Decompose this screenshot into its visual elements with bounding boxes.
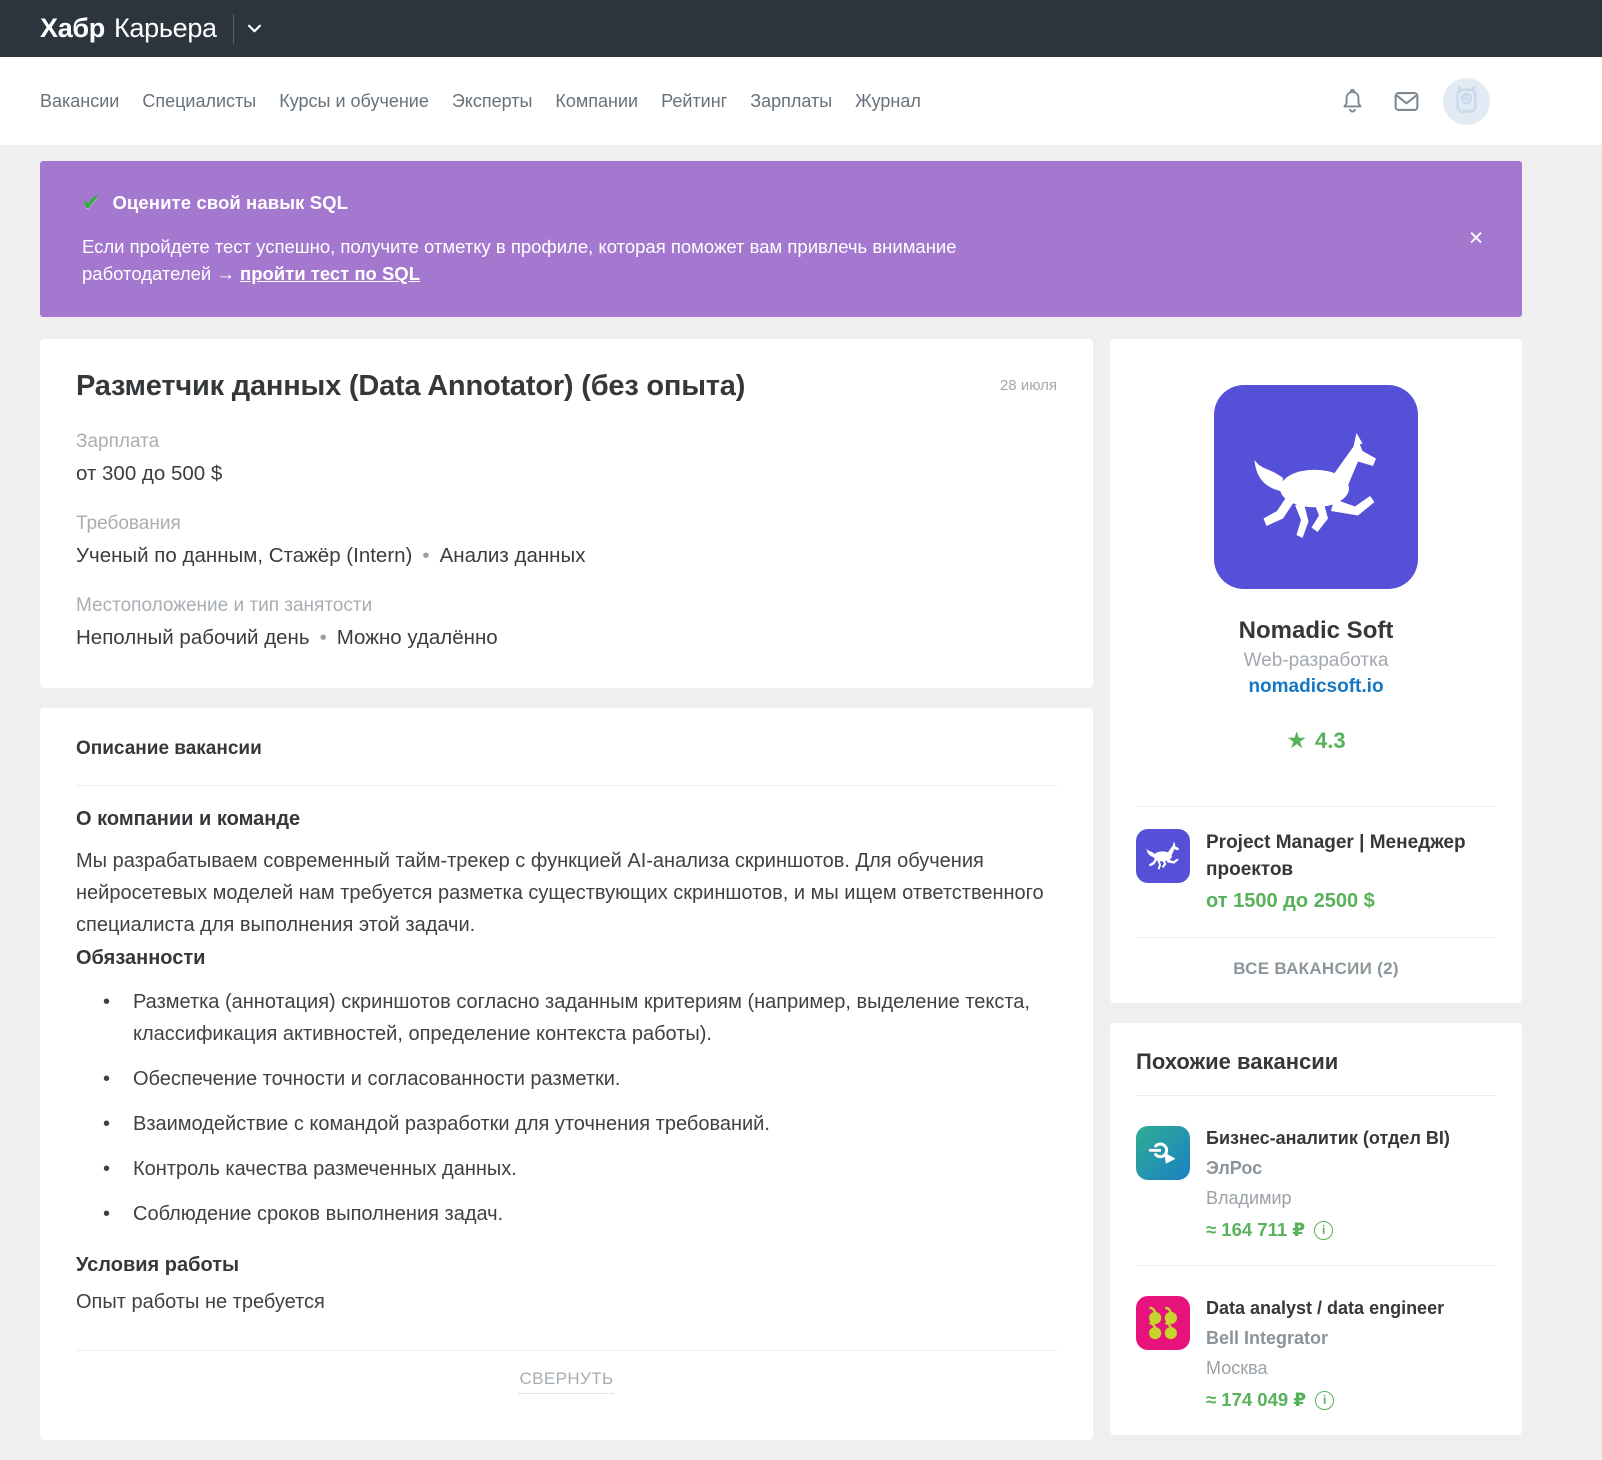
list-item — [76, 1198, 1057, 1230]
publish-date: 28 июля — [999, 377, 1057, 394]
mail-icon[interactable] — [1392, 87, 1421, 116]
company-category: Web-разработка — [1243, 650, 1389, 671]
about-company-heading: О компании и команде — [76, 807, 301, 830]
vacancy-title[interactable]: Project Manager | Менеджер проектов — [1206, 832, 1466, 880]
nav-item-journal[interactable]: Журнал — [855, 90, 921, 111]
sql-test-banner — [40, 161, 1522, 317]
description-heading: Описание вакансии — [76, 737, 262, 759]
page-title: Разметчик данных (Data Annotator) (без опыта) — [76, 370, 746, 402]
similar-vacancy-item[interactable] — [1136, 1266, 1496, 1435]
company-name[interactable]: Nomadic Soft — [1238, 617, 1394, 644]
employment-type: Неполный рабочий день — [76, 625, 310, 649]
similar-vacancies-card — [1110, 1023, 1522, 1435]
company-card — [1110, 339, 1522, 1003]
nav-item-companies[interactable]: Компании — [555, 90, 639, 111]
bell-icon[interactable] — [1339, 88, 1366, 115]
divider — [76, 1350, 1057, 1351]
requirements-value — [76, 544, 1057, 568]
about-company-text: Мы разрабатываем современный тайм-трекер с функцией AI-анализа скриншотов. Для обучения нейросетевых моделей нам требуется разметка существующих скриншотов, и мы ищем ответственного специалиста для выполнения этой задачи. — [76, 849, 1044, 936]
list-item — [76, 986, 1057, 1050]
vacancy-thumb-horse — [1136, 829, 1190, 883]
similar-vacancy-company[interactable]: Bell Integrator — [1206, 1328, 1329, 1348]
sql-test-link[interactable]: пройти тест по SQL — [240, 263, 420, 284]
nav-icon-group — [1339, 78, 1490, 125]
nav-item-vacancies[interactable]: Вакансии — [40, 90, 120, 111]
main-nav — [0, 57, 1602, 145]
remote-option: Можно удалённо — [336, 625, 498, 649]
nav-item-specialists[interactable]: Специалисты — [142, 90, 257, 111]
salary-value: от 300 до 500 $ — [76, 461, 223, 485]
all-vacancies-link[interactable]: ВСЕ ВАКАНСИИ (2) — [1233, 959, 1399, 978]
top-header-bar — [0, 0, 1602, 57]
check-icon: ✔ — [82, 190, 101, 215]
conditions-heading: Условия работы — [76, 1253, 240, 1276]
nav-item-experts[interactable]: Эксперты — [451, 90, 533, 111]
company-website-link[interactable]: nomadicsoft.io — [1248, 676, 1384, 697]
job-description-card — [40, 708, 1093, 1440]
similar-vacancy-company[interactable]: ЭлРос — [1206, 1158, 1263, 1178]
location-value — [76, 626, 1057, 650]
company-rating[interactable] — [1136, 727, 1496, 754]
divider — [76, 785, 1057, 786]
duty-text: Обеспечение точности и согласованности разметки. — [133, 1067, 621, 1090]
elros-logo — [1136, 1126, 1190, 1180]
logo-habr: Хабр — [40, 13, 105, 43]
conditions-text: Опыт работы не требуется — [76, 1290, 325, 1313]
logo-separator — [233, 14, 234, 44]
similar-vacancy-salary: ≈ 164 711 ₽ — [1206, 1219, 1306, 1240]
nav-item-rating[interactable]: Рейтинг — [661, 90, 728, 111]
duties-list — [76, 986, 1057, 1230]
banner-text-line2: работодателей → — [82, 263, 241, 284]
banner-text — [82, 233, 1062, 287]
dot-separator: • — [422, 543, 430, 567]
requirements-roles: Ученый по данным, Стажёр (Intern) — [76, 543, 413, 567]
company-logo-horse[interactable] — [1214, 385, 1418, 589]
bell-integrator-logo — [1136, 1296, 1190, 1350]
similar-vacancy-title[interactable]: Data analyst / data engineer — [1206, 1298, 1445, 1318]
logo-career: Карьера — [114, 13, 217, 43]
collapse-button[interactable]: СВЕРНУТЬ — [519, 1369, 613, 1394]
requirements-label: Требования — [76, 512, 181, 534]
duty-text: Контроль качества размеченных данных. — [133, 1157, 517, 1180]
user-avatar[interactable] — [1443, 78, 1490, 125]
duties-heading: Обязанности — [76, 946, 206, 969]
similar-vacancy-city: Владимир — [1206, 1188, 1292, 1208]
info-icon[interactable]: i — [1315, 1391, 1334, 1410]
star-icon: ★ — [1286, 727, 1308, 753]
habr-career-logo[interactable] — [40, 13, 261, 44]
banner-text-line1: Если пройдете тест успешно, получите отметку в профиле, которая поможет вам привлечь внимание — [82, 236, 957, 257]
nav-item-salaries[interactable]: Зарплаты — [750, 90, 833, 111]
list-item — [76, 1108, 1057, 1140]
similar-vacancy-item[interactable] — [1136, 1096, 1496, 1266]
banner-title: Оцените свой навык SQL — [112, 192, 349, 213]
requirements-skill: Анализ данных — [439, 543, 586, 567]
company-vacancy-item[interactable] — [1136, 807, 1496, 937]
duty-text: Соблюдение сроков выполнения задач. — [133, 1202, 504, 1225]
similar-vacancy-salary: ≈ 174 049 ₽ — [1206, 1389, 1307, 1410]
close-icon[interactable]: ✕ — [1468, 228, 1484, 250]
duty-text: Взаимодействие с командой разработки для уточнения требований. — [133, 1112, 770, 1135]
location-label: Местоположение и тип занятости — [76, 594, 373, 616]
list-item — [76, 1063, 1057, 1095]
info-icon[interactable]: i — [1314, 1221, 1333, 1240]
similar-vacancy-title[interactable]: Бизнес-аналитик (отдел BI) — [1206, 1128, 1450, 1148]
similar-heading: Похожие вакансии — [1136, 1049, 1339, 1074]
vacancy-salary: от 1500 до 2500 $ — [1206, 890, 1375, 912]
dot-separator: • — [319, 625, 327, 649]
similar-vacancy-city: Москва — [1206, 1358, 1268, 1378]
rating-value: 4.3 — [1315, 727, 1346, 753]
duty-text: Разметка (аннотация) скриншотов согласно заданным критериям (например, выделение текста, классификация активностей, определение контекста работы). — [133, 990, 1030, 1045]
chevron-down-icon[interactable] — [248, 24, 261, 33]
salary-label: Зарплата — [76, 430, 160, 452]
job-header-card — [40, 339, 1093, 688]
list-item — [76, 1153, 1057, 1185]
nav-item-courses[interactable]: Курсы и обучение — [279, 90, 429, 111]
